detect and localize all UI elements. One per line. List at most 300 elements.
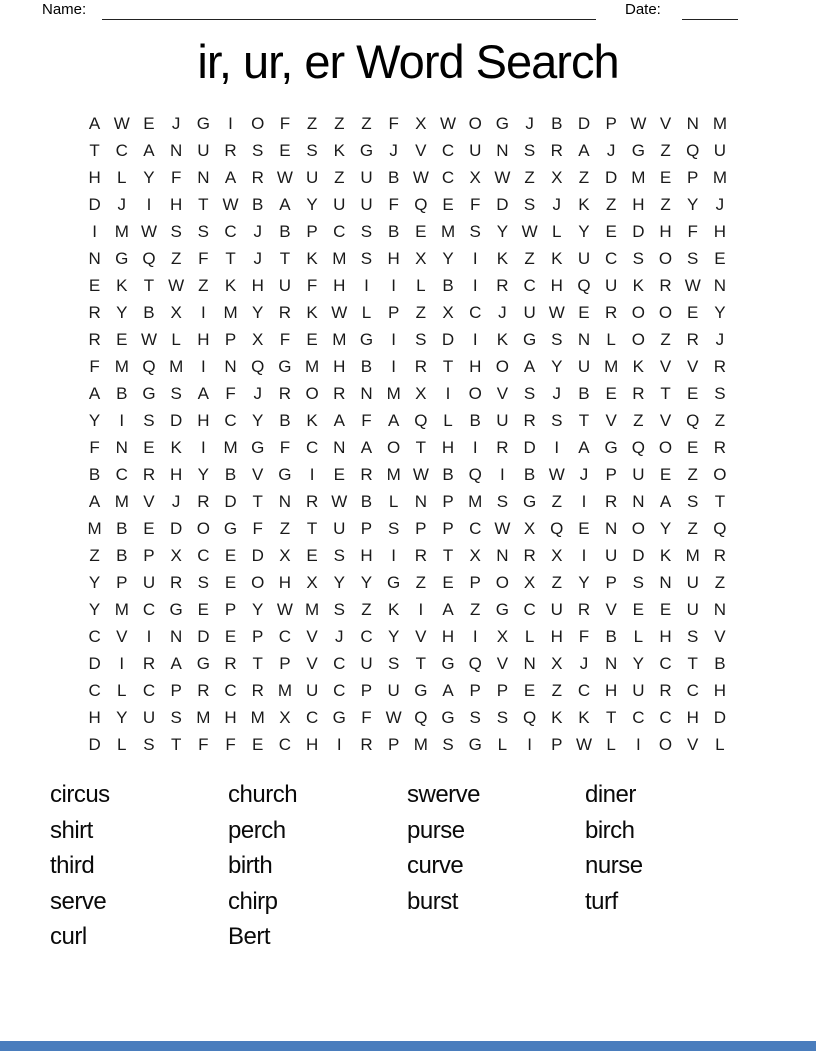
grid-letter: Z xyxy=(687,464,698,484)
grid-letter: R xyxy=(496,437,509,457)
grid-letter: K xyxy=(632,275,645,295)
grid-letter: M xyxy=(468,491,483,511)
grid-letter: M xyxy=(712,167,727,187)
grid-letter: X xyxy=(170,545,182,565)
grid-letter: Y xyxy=(687,194,699,214)
grid-letter: X xyxy=(469,167,481,187)
grid-letter: Z xyxy=(279,518,291,538)
grid-letter: F xyxy=(470,194,481,214)
grid-letter: O xyxy=(387,437,401,457)
grid-letter: T xyxy=(252,491,263,511)
grid-letter: F xyxy=(252,518,263,538)
grid-letter: G xyxy=(414,680,428,700)
grid-letter: B xyxy=(387,221,400,241)
grid-letter: Y xyxy=(88,572,101,592)
grid-letter: U xyxy=(333,518,346,538)
grid-letter: Z xyxy=(660,140,671,160)
grid-letter: B xyxy=(143,302,155,322)
grid-letter: D xyxy=(577,113,591,133)
grid-letter: M xyxy=(604,356,619,376)
grid-letter: E xyxy=(224,626,237,646)
grid-letter: X xyxy=(415,248,427,268)
grid-letter: F xyxy=(361,707,372,727)
grid-letter: W xyxy=(140,329,157,349)
grid-letter: Z xyxy=(524,167,535,187)
grid-letter: R xyxy=(88,302,101,322)
grid-letter: J xyxy=(498,302,507,322)
grid-letter: I xyxy=(527,734,532,754)
grid-letter: C xyxy=(659,707,672,727)
grid-letter: E xyxy=(523,680,536,700)
grid-letter: V xyxy=(116,626,128,646)
grid-letter: F xyxy=(578,626,590,646)
grid-letter: U xyxy=(686,572,699,592)
grid-letter: C xyxy=(305,707,319,727)
grid-letter: Q xyxy=(631,437,645,457)
grid-letter: C xyxy=(142,599,156,619)
grid-letter: G xyxy=(359,140,374,160)
grid-letter: P xyxy=(605,113,617,133)
grid-letter: S xyxy=(687,626,699,646)
grid-letter: T xyxy=(415,437,427,457)
grid-letter: P xyxy=(224,329,237,349)
grid-letter: J xyxy=(253,248,262,268)
grid-letter: O xyxy=(658,437,673,457)
grid-letter: E xyxy=(605,383,617,403)
grid-letter: I xyxy=(146,626,152,646)
grid-letter: F xyxy=(687,221,698,241)
grid-letter: X xyxy=(252,329,264,349)
grid-letter: L xyxy=(606,329,616,349)
grid-letter: R xyxy=(632,383,645,403)
grid-letter: I xyxy=(472,329,478,349)
grid-letter: W xyxy=(494,518,511,538)
word-item: purse xyxy=(407,816,465,844)
grid-letter: P xyxy=(224,599,237,619)
grid-letter: C xyxy=(441,167,455,187)
grid-letter: S xyxy=(360,248,373,268)
grid-letter: C xyxy=(469,518,482,538)
grid-letter: N xyxy=(605,653,618,673)
word-list-column xyxy=(228,777,297,955)
grid-letter: R xyxy=(224,653,237,673)
grid-letter: D xyxy=(632,221,645,241)
grid-letter: D xyxy=(605,167,618,187)
grid-letter: V xyxy=(306,626,318,646)
grid-letter: U xyxy=(577,356,591,376)
grid-letter: Y xyxy=(88,410,101,430)
grid-letter: U xyxy=(305,680,319,700)
grid-letter: Z xyxy=(551,572,562,592)
grid-letter: C xyxy=(523,599,536,619)
grid-letter: V xyxy=(605,410,617,430)
grid-letter: G xyxy=(278,464,292,484)
grid-letter: R xyxy=(251,167,264,187)
grid-letter: M xyxy=(305,356,320,376)
grid-letter: U xyxy=(360,653,373,673)
grid-letter: I xyxy=(391,329,397,349)
grid-letter: S xyxy=(714,383,726,403)
grid-letter: H xyxy=(713,221,727,241)
grid-letter: Q xyxy=(142,248,156,268)
grid-letter: M xyxy=(386,464,401,484)
grid-letter: V xyxy=(143,491,155,511)
grid-letter: E xyxy=(687,383,699,403)
grid-letter: L xyxy=(117,167,127,187)
grid-letter: A xyxy=(170,653,182,673)
grid-letter: H xyxy=(713,680,727,700)
grid-letter: X xyxy=(306,572,318,592)
grid-letter: V xyxy=(415,140,427,160)
grid-letter: I xyxy=(200,356,206,376)
grid-letter: G xyxy=(387,572,401,592)
word-item: shirt xyxy=(50,816,93,844)
grid-letter: R xyxy=(577,599,591,619)
grid-letter: K xyxy=(387,599,400,619)
grid-letter: B xyxy=(279,410,291,430)
grid-letter: E xyxy=(659,167,672,187)
grid-letter: F xyxy=(225,383,236,403)
grid-letter: W xyxy=(412,167,429,187)
grid-letter: L xyxy=(388,491,399,511)
grid-letter: Y xyxy=(632,653,645,673)
word-item: Bert xyxy=(228,923,271,951)
grid-letter: S xyxy=(523,194,536,214)
grid-letter: L xyxy=(633,626,644,646)
grid-letter: N xyxy=(360,383,373,403)
grid-letter: D xyxy=(197,626,210,646)
date-blank-line[interactable] xyxy=(682,3,738,20)
grid-letter: W xyxy=(385,707,402,727)
grid-letter: M xyxy=(223,437,238,457)
grid-letter: E xyxy=(143,518,155,538)
grid-letter: U xyxy=(523,302,536,322)
grid-letter: J xyxy=(715,329,725,349)
grid-letter: J xyxy=(389,140,398,160)
grid-letter: N xyxy=(496,140,509,160)
grid-letter: T xyxy=(225,248,236,268)
grid-letter: N xyxy=(197,167,210,187)
grid-letter: Q xyxy=(550,518,564,538)
grid-letter: Z xyxy=(198,275,209,295)
grid-letter: O xyxy=(468,383,482,403)
grid-letter: N xyxy=(278,491,292,511)
grid-letter: S xyxy=(632,572,645,592)
grid-letter: T xyxy=(578,410,590,430)
grid-letter: T xyxy=(143,275,155,295)
grid-letter: X xyxy=(523,572,536,592)
grid-letter: M xyxy=(712,113,727,133)
grid-letter: Z xyxy=(89,545,100,565)
grid-letter: D xyxy=(88,734,101,754)
grid-letter: O xyxy=(251,572,265,592)
grid-letter: O xyxy=(305,383,319,403)
grid-letter: E xyxy=(224,572,237,592)
grid-letter: Z xyxy=(361,599,372,619)
grid-letter: M xyxy=(332,329,347,349)
grid-letter: O xyxy=(631,329,645,349)
grid-letter: D xyxy=(170,518,183,538)
grid-letter: H xyxy=(197,329,210,349)
grid-letter: I xyxy=(146,194,152,214)
grid-letter: R xyxy=(333,383,346,403)
grid-letter: D xyxy=(224,491,237,511)
grid-letter: R xyxy=(713,437,727,457)
grid-letter: Y xyxy=(252,410,264,430)
grid-letter: V xyxy=(659,113,672,133)
name-label: Name: xyxy=(42,1,87,18)
grid-letter: U xyxy=(360,194,373,214)
grid-letter: C xyxy=(333,680,346,700)
grid-letter: A xyxy=(224,167,237,187)
grid-letter: B xyxy=(116,545,128,565)
grid-letter: V xyxy=(252,464,264,484)
grid-letter: N xyxy=(659,572,672,592)
grid-letter: O xyxy=(631,302,645,322)
grid-letter: H xyxy=(333,356,346,376)
grid-letter: E xyxy=(442,572,454,592)
grid-letter: C xyxy=(605,248,618,268)
grid-letter: Z xyxy=(170,248,182,268)
grid-letter: C xyxy=(115,464,128,484)
grid-letter: S xyxy=(523,140,536,160)
footer-accent-bar xyxy=(0,1041,816,1051)
grid-letter: T xyxy=(442,545,454,565)
grid-letter: U xyxy=(605,275,618,295)
grid-letter: C xyxy=(523,275,536,295)
grid-letter: H xyxy=(333,275,346,295)
grid-letter: H xyxy=(251,275,264,295)
word-item: curl xyxy=(50,923,87,951)
grid-letter: S xyxy=(415,329,427,349)
grid-letter: S xyxy=(551,329,563,349)
grid-letter: E xyxy=(687,437,699,457)
name-blank-line[interactable] xyxy=(102,3,596,20)
grid-letter: A xyxy=(197,383,210,403)
grid-letter: S xyxy=(442,734,454,754)
grid-letter: E xyxy=(578,302,590,322)
grid-letter: S xyxy=(496,491,509,511)
grid-letter: P xyxy=(252,626,264,646)
grid-letter: P xyxy=(279,653,291,673)
grid-letter: V xyxy=(659,356,672,376)
grid-letter: L xyxy=(552,221,562,241)
grid-letter: K xyxy=(551,707,563,727)
grid-letter: C xyxy=(632,707,645,727)
grid-letter: P xyxy=(687,167,699,187)
grid-letter: I xyxy=(418,599,424,619)
grid-letter: K xyxy=(632,356,645,376)
grid-letter: A xyxy=(523,356,536,376)
grid-letter: S xyxy=(496,707,509,727)
grid-letter: J xyxy=(579,653,589,673)
grid-letter: B xyxy=(551,113,563,133)
grid-letter: I xyxy=(472,248,478,268)
grid-letter: H xyxy=(360,545,373,565)
grid-letter: D xyxy=(496,194,509,214)
grid-letter: L xyxy=(524,626,535,646)
grid-letter: K xyxy=(496,329,509,349)
grid-letter: R xyxy=(659,275,672,295)
grid-letter: R xyxy=(496,275,509,295)
word-item: curve xyxy=(407,852,464,880)
date-label: Date: xyxy=(625,1,661,18)
grid-letter: S xyxy=(469,221,481,241)
grid-letter: V xyxy=(415,626,427,646)
grid-letter: P xyxy=(170,680,182,700)
grid-letter: H xyxy=(305,734,319,754)
grid-letter: Q xyxy=(251,356,265,376)
grid-letter: Y xyxy=(252,599,264,619)
grid-letter: Q xyxy=(468,464,482,484)
grid-letter: C xyxy=(441,140,455,160)
grid-letter: X xyxy=(279,707,291,727)
grid-letter: P xyxy=(116,572,128,592)
word-item: serve xyxy=(50,887,107,915)
grid-letter: E xyxy=(279,140,291,160)
grid-letter: T xyxy=(170,734,182,754)
grid-letter: I xyxy=(500,464,505,484)
grid-letter: G xyxy=(631,140,645,160)
grid-letter: U xyxy=(686,599,699,619)
grid-letter: L xyxy=(606,734,616,754)
grid-letter: N xyxy=(115,437,128,457)
grid-letter: A xyxy=(88,113,101,133)
grid-letter: X xyxy=(523,518,536,538)
grid-letter: U xyxy=(496,410,509,430)
grid-letter: X xyxy=(279,545,291,565)
grid-letter: T xyxy=(714,491,726,511)
grid-letter: N xyxy=(713,599,727,619)
grid-letter: P xyxy=(306,221,318,241)
grid-letter: Z xyxy=(578,167,590,187)
grid-letter: C xyxy=(305,437,319,457)
word-item: burst xyxy=(407,887,458,915)
grid-letter: D xyxy=(441,329,455,349)
grid-letter: I xyxy=(200,437,206,457)
grid-letter: C xyxy=(88,626,101,646)
grid-letter: J xyxy=(606,140,616,160)
grid-letter: U xyxy=(632,464,645,484)
grid-letter: R xyxy=(686,329,699,349)
grid-letter: K xyxy=(578,194,590,214)
grid-letter: X xyxy=(551,653,563,673)
grid-letter: H xyxy=(605,680,618,700)
grid-letter: A xyxy=(88,383,101,403)
grid-letter: K xyxy=(578,707,590,727)
grid-letter: Z xyxy=(415,572,427,592)
grid-letter: S xyxy=(197,221,210,241)
grid-letter: M xyxy=(413,734,428,754)
grid-letter: Y xyxy=(496,221,509,241)
grid-letter: F xyxy=(306,275,318,295)
grid-letter: X xyxy=(551,167,563,187)
grid-letter: S xyxy=(687,248,699,268)
grid-letter: G xyxy=(468,734,482,754)
grid-letter: A xyxy=(442,599,454,619)
grid-letter: L xyxy=(416,275,426,295)
grid-letter: S xyxy=(632,248,645,268)
grid-letter: K xyxy=(306,410,318,430)
grid-letter: M xyxy=(223,302,238,322)
grid-letter: B xyxy=(469,410,481,430)
grid-letter: G xyxy=(169,599,183,619)
grid-letter: E xyxy=(116,329,128,349)
word-item: circus xyxy=(50,781,110,808)
grid-letter: W xyxy=(331,302,348,322)
grid-letter: A xyxy=(333,410,345,430)
grid-letter: K xyxy=(306,248,318,268)
grid-letter: P xyxy=(360,518,373,538)
grid-letter: Y xyxy=(143,167,155,187)
grid-letter: H xyxy=(550,275,563,295)
grid-letter: Q xyxy=(686,140,700,160)
grid-letter: V xyxy=(605,599,617,619)
grid-letter: M xyxy=(332,248,347,268)
grid-letter: E xyxy=(415,221,427,241)
grid-letter: C xyxy=(278,626,292,646)
grid-letter: H xyxy=(197,410,210,430)
grid-letter: X xyxy=(170,302,182,322)
grid-letter: E xyxy=(659,464,672,484)
grid-letter: H xyxy=(632,194,645,214)
grid-letter: W xyxy=(276,599,293,619)
grid-letter: Y xyxy=(360,572,373,592)
grid-letter: O xyxy=(658,302,673,322)
grid-letter: C xyxy=(224,221,237,241)
grid-letter: I xyxy=(228,113,233,133)
grid-letter: U xyxy=(550,599,563,619)
grid-letter: V xyxy=(659,410,672,430)
grid-letter: B xyxy=(279,221,291,241)
grid-letter: R xyxy=(142,653,156,673)
page-title: ir, ur, er Word Search xyxy=(197,35,619,88)
grid-letter: R xyxy=(360,734,373,754)
grid-letter: K xyxy=(496,248,509,268)
grid-letter: D xyxy=(170,410,183,430)
grid-letter: B xyxy=(88,464,101,484)
grid-letter: Y xyxy=(88,599,101,619)
grid-letter: W xyxy=(412,464,429,484)
grid-letter: R xyxy=(713,356,727,376)
grid-letter: Z xyxy=(605,194,617,214)
grid-letter: A xyxy=(88,491,101,511)
grid-letter: R xyxy=(659,680,672,700)
word-item: birch xyxy=(585,816,635,844)
grid-letter: N xyxy=(713,275,727,295)
grid-letter: T xyxy=(279,248,291,268)
grid-letter: Y xyxy=(116,302,128,322)
grid-letter: Z xyxy=(524,248,535,268)
grid-letter: T xyxy=(442,356,454,376)
grid-letter: G xyxy=(495,113,510,133)
grid-letter: F xyxy=(89,437,100,457)
grid-letter: F xyxy=(388,113,399,133)
grid-letter: R xyxy=(197,680,210,700)
grid-letter: F xyxy=(225,734,236,754)
grid-letter: U xyxy=(387,680,400,700)
grid-letter: Z xyxy=(714,410,726,430)
grid-letter: Y xyxy=(714,302,726,322)
grid-letter: E xyxy=(143,437,155,457)
grid-letter: P xyxy=(605,464,617,484)
grid-letter: G xyxy=(278,356,292,376)
grid-letter: D xyxy=(713,707,727,727)
grid-letter: A xyxy=(279,194,291,214)
grid-letter: N xyxy=(170,140,183,160)
grid-letter: U xyxy=(142,572,156,592)
grid-letter: T xyxy=(198,194,209,214)
